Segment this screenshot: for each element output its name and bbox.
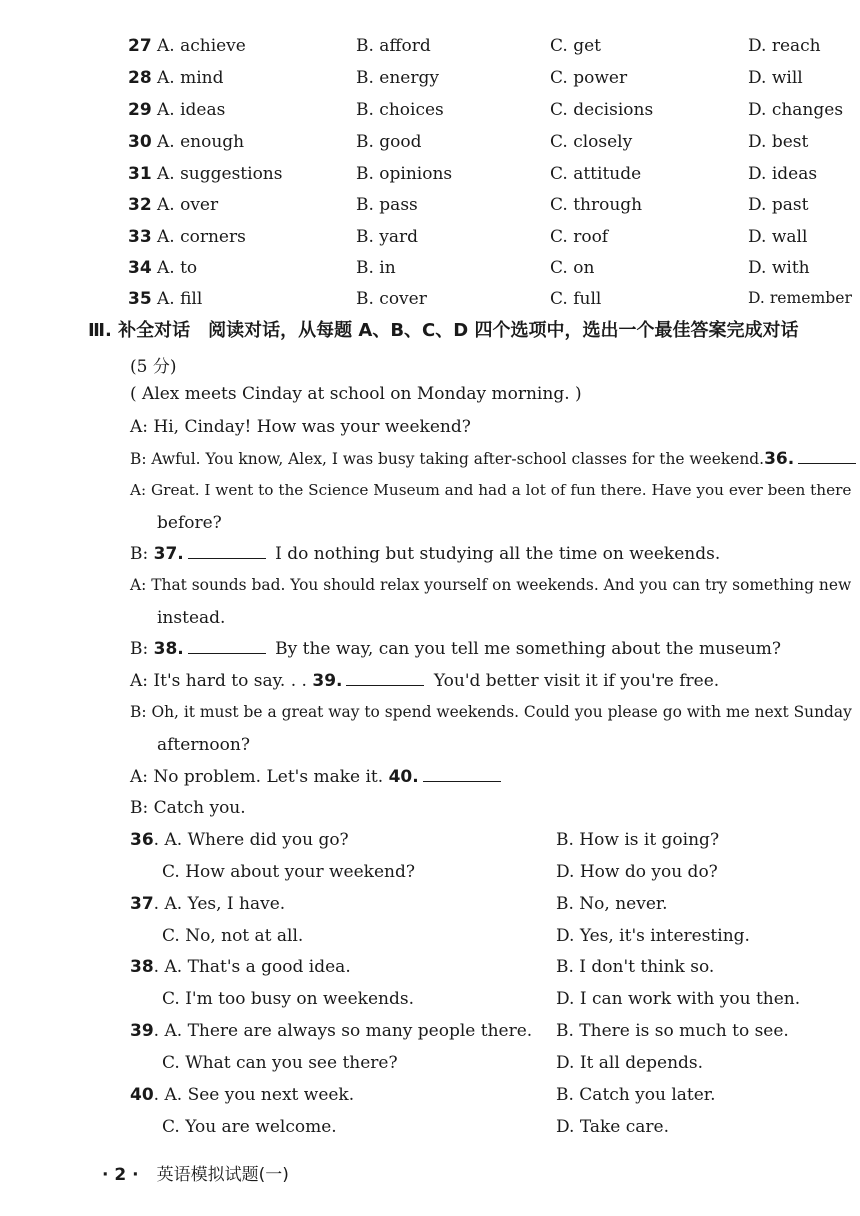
option-a: A. enough (157, 132, 245, 152)
dialogue-text: I do nothing but studying all the time on weekends. (269, 544, 721, 564)
option-d: D. reach (748, 36, 821, 56)
option-a: A. corners (157, 227, 246, 247)
option-c: C. power (550, 68, 628, 88)
option-a: A. See you next week. (164, 1085, 355, 1105)
dialogue-scene: ( Alex meets Cinday at school on Monday morning. ) (130, 384, 582, 404)
speaker: B: (130, 639, 154, 659)
blank-number: 37. (153, 544, 184, 564)
options-40-row1: 40. A. See you next week. (130, 1085, 355, 1105)
option-b: B. There is so much to see. (556, 1021, 789, 1041)
option-c: C. What can you see there? (162, 1053, 398, 1073)
section-score: (5 分) (130, 357, 177, 377)
option-a: A. over (157, 195, 219, 215)
option-b: B. choices (356, 100, 444, 120)
section-title: Ⅲ. 补全对话 阅读对话，从每题 A、B、C、D 四个选项中，选出一个最佳答案完成对话 (88, 320, 799, 341)
option-c: C. roof (550, 227, 609, 247)
option-d: D. Take care. (556, 1117, 669, 1137)
answer-blank-38[interactable] (188, 639, 266, 654)
option-c: C. You are welcome. (162, 1117, 337, 1137)
option-b: B. I don't think so. (556, 957, 715, 977)
option-b: B. cover (356, 289, 427, 309)
question-number: 33 (128, 227, 152, 247)
option-c: C. on (550, 258, 595, 278)
option-a: A. to (157, 258, 198, 278)
option-d: D. remember (748, 289, 852, 307)
answer-blank-36[interactable] (798, 449, 856, 464)
page-number: · 2 · (102, 1165, 139, 1185)
option-d: D. How do you do? (556, 862, 718, 882)
options-38-row1: 38. A. That's a good idea. (130, 957, 351, 977)
dialogue-line (130, 449, 860, 469)
dialogue-text: B: Awful. You know, Alex, I was busy taking after-school classes for the weekend. (130, 450, 765, 468)
question-number: 38 (130, 957, 154, 977)
dialogue-line (130, 639, 781, 659)
option-c: C. decisions (550, 100, 654, 120)
option-a: A. Where did you go? (164, 830, 349, 850)
answer-blank-40[interactable] (423, 767, 501, 782)
question-number: 35 (128, 289, 152, 309)
option-d: D. I can work with you then. (556, 989, 801, 1009)
option-a: A. ideas (157, 100, 226, 120)
options-37-row1: 37. A. Yes, I have. (130, 894, 286, 914)
question-number: 36 (130, 830, 154, 850)
option-b: B. pass (356, 195, 418, 215)
dialogue-line-cont: afternoon? (157, 735, 250, 755)
answer-blank-39[interactable] (346, 671, 424, 686)
option-c: C. How about your weekend? (162, 862, 415, 882)
speaker: B: (130, 544, 154, 564)
option-b: B. energy (356, 68, 439, 88)
dialogue-line: A: Great. I went to the Science Museum and had a lot of fun there. Have you ever been there (130, 481, 852, 499)
option-c: C. No, not at all. (162, 926, 304, 946)
option-a: A. achieve (157, 36, 246, 56)
options-39-row1: 39. A. There are always so many people there. (130, 1021, 533, 1041)
option-d: D. Yes, it's interesting. (556, 926, 750, 946)
question-number: 27 (128, 36, 152, 56)
blank-number: 40. (388, 767, 419, 787)
option-a: A. That's a good idea. (164, 957, 351, 977)
option-b: B. in (356, 258, 396, 278)
question-number: 31 (128, 164, 152, 184)
dialogue-line-cont: before? (157, 513, 222, 533)
option-c: C. get (550, 36, 601, 56)
question-number: 29 (128, 100, 152, 120)
option-d: D. past (748, 195, 809, 215)
option-b: B. afford (356, 36, 431, 56)
option-d: D. will (748, 68, 803, 88)
blank-number: 36. (764, 449, 795, 469)
dialogue-line (130, 544, 720, 564)
option-d: D. wall (748, 227, 808, 247)
dialogue-line (130, 671, 719, 691)
option-c: C. I'm too busy on weekends. (162, 989, 414, 1009)
answer-blank-37[interactable] (188, 544, 266, 559)
option-d: D. changes (748, 100, 844, 120)
option-b: B. good (356, 132, 422, 152)
question-number: 39 (130, 1021, 154, 1041)
option-c: C. full (550, 289, 602, 309)
blank-number: 39. (312, 671, 343, 691)
question-number: 34 (128, 258, 152, 278)
option-d: D. best (748, 132, 809, 152)
dialogue-line: A: That sounds bad. You should relax yourself on weekends. And you can try something new (130, 576, 852, 594)
dialogue-text: You'd better visit it if you're free. (428, 671, 720, 691)
dialogue-line: A: Hi, Cinday! How was your weekend? (130, 417, 471, 437)
dialogue-line-cont: instead. (157, 608, 226, 628)
option-a: A. mind (157, 68, 224, 88)
option-a: A. suggestions (157, 164, 283, 184)
dialogue-line (130, 767, 505, 787)
footer-title: 英语模拟试题(一) (156, 1165, 289, 1185)
question-number: 37 (130, 894, 154, 914)
dialogue-line: B: Oh, it must be a great way to spend weekends. Could you please go with me next Sunday (130, 703, 852, 721)
option-c: C. attitude (550, 164, 642, 184)
page-footer (102, 1160, 289, 1185)
option-b: B. opinions (356, 164, 453, 184)
option-a: A. Yes, I have. (164, 894, 286, 914)
dialogue-text: A: No problem. Let's make it. (130, 767, 389, 787)
options-36-row1: 36. A. Where did you go? (130, 830, 349, 850)
dialogue-text: A: It's hard to say. . . (130, 671, 313, 691)
dialogue-text: By the way, can you tell me something about the museum? (269, 639, 782, 659)
option-b: B. How is it going? (556, 830, 720, 850)
question-number: 30 (128, 132, 152, 152)
dialogue-line: B: Catch you. (130, 798, 246, 818)
option-d: D. It all depends. (556, 1053, 704, 1073)
option-d: D. ideas (748, 164, 818, 184)
question-number: 32 (128, 195, 152, 215)
option-a: A. There are always so many people there. (164, 1021, 533, 1041)
option-b: B. yard (356, 227, 419, 247)
option-d: D. with (748, 258, 810, 278)
option-c: C. closely (550, 132, 633, 152)
option-b: B. Catch you later. (556, 1085, 716, 1105)
question-number: 40 (130, 1085, 154, 1105)
option-a: A. fill (157, 289, 203, 309)
question-number: 28 (128, 68, 152, 88)
option-c: C. through (550, 195, 643, 215)
option-b: B. No, never. (556, 894, 668, 914)
blank-number: 38. (153, 639, 184, 659)
